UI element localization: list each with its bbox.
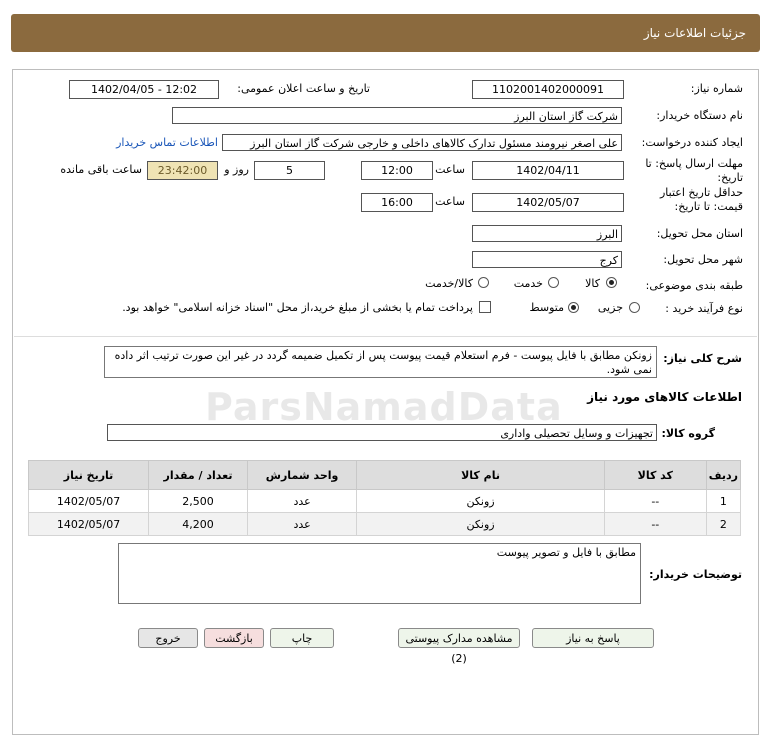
row-number: 2 — [706, 513, 740, 536]
process-label: نوع فرآیند خرید : — [665, 302, 743, 315]
buyer-org-field: شرکت گاز استان البرز — [172, 107, 622, 124]
province-label: استان محل تحویل: — [656, 227, 743, 240]
view-documents-button[interactable]: مشاهده مدارک پیوستی (2) — [398, 628, 520, 648]
requester-label: ایجاد کننده درخواست: — [641, 136, 743, 149]
items-table — [28, 460, 741, 536]
deadline-date-field: 1402/04/11 — [472, 161, 624, 180]
need-number-label: شماره نیاز: — [690, 82, 743, 95]
summary-field: زونکن مطابق با فایل پیوست - فرم استعلام قیمت پیوست پس از تکمیل ضمیمه گردد در غیر این صورت ترتیب اثر داده نمی شود. — [104, 346, 657, 378]
city-field: کرج — [472, 251, 622, 268]
announce-field: 1402/04/05 - 12:02 — [69, 80, 219, 99]
process-option-minor: جزیی — [597, 301, 623, 314]
summary-label: شرح کلی نیاز: — [663, 352, 742, 365]
goods-info-title: اطلاعات کالاهای مورد نیاز — [587, 390, 742, 404]
category-radio-goods[interactable] — [606, 277, 617, 288]
item-quantity: 2,500 — [149, 490, 248, 513]
process-option-medium: متوسط — [529, 301, 564, 314]
province-field: البرز — [472, 225, 622, 242]
deadline-label: مهلت ارسال پاسخ: تا تاریخ: — [645, 157, 743, 184]
announce-label: تاریخ و ساعت اعلان عمومی: — [237, 82, 370, 95]
remaining-time-field: 23:42:00 — [147, 161, 218, 180]
category-radio-service[interactable] — [548, 277, 559, 288]
validity-label: حداقل تاریخ اعتبار قیمت: تا تاریخ: — [659, 186, 743, 213]
treasury-text: پرداخت تمام یا بخشی از مبلغ خرید،از محل "اسناد خزانه اسلامی" خواهد بود. — [122, 301, 473, 314]
item-code: -- — [604, 490, 706, 513]
buyer-notes-field: مطابق با فایل و تصویر پیوست — [118, 543, 641, 604]
validity-time-field: 16:00 — [361, 193, 433, 212]
print-button[interactable]: چاپ — [270, 628, 334, 648]
item-unit: عدد — [247, 513, 356, 536]
col-date-header: تاریخ نیاز — [29, 461, 149, 490]
category-option-goods-service: کالا/خدمت — [425, 277, 473, 290]
goods-group-field: تجهیزات و وسایل تحصیلی واداری — [107, 424, 657, 441]
back-button[interactable]: بازگشت — [204, 628, 264, 648]
item-quantity: 4,200 — [149, 513, 248, 536]
table-header-row — [29, 461, 741, 490]
item-name: زونکن — [357, 490, 605, 513]
category-option-goods: کالا — [585, 277, 600, 290]
page-title: جزئیات اطلاعات نیاز — [643, 26, 746, 40]
category-label: طبقه بندی موضوعی: — [645, 279, 743, 292]
category-option-service: خدمت — [513, 277, 543, 290]
col-qty-header: تعداد / مقدار — [149, 461, 248, 490]
item-code: -- — [604, 513, 706, 536]
page-header — [11, 14, 760, 52]
table-row — [29, 490, 741, 513]
city-label: شهر محل تحویل: — [663, 253, 743, 266]
col-code-header: کد کالا — [604, 461, 706, 490]
divider — [14, 336, 757, 337]
table-row — [29, 513, 741, 536]
col-unit-header: واحد شمارش — [247, 461, 356, 490]
remaining-label: ساعت باقی مانده — [60, 163, 142, 176]
col-name-header: نام کالا — [357, 461, 605, 490]
requester-field: علی اصغر نیرومند مسئول تدارک کالاهای داخلی و خارجی شرکت گاز استان البرز — [222, 134, 622, 151]
process-radio-medium[interactable] — [568, 302, 579, 313]
buyer-org-label: نام دستگاه خریدار: — [656, 109, 743, 122]
days-label: روز و — [224, 163, 249, 176]
row-number: 1 — [706, 490, 740, 513]
item-unit: عدد — [247, 490, 356, 513]
exit-button[interactable]: خروج — [138, 628, 198, 648]
item-name: زونکن — [357, 513, 605, 536]
item-need-date: 1402/05/07 — [29, 490, 149, 513]
deadline-time-label: ساعت — [435, 163, 465, 176]
contact-buyer-link[interactable]: اطلاعات تماس خریدار — [116, 136, 218, 149]
item-need-date: 1402/05/07 — [29, 513, 149, 536]
reply-button[interactable]: پاسخ به نیاز — [532, 628, 654, 648]
validity-date-field: 1402/05/07 — [472, 193, 624, 212]
process-radio-minor[interactable] — [629, 302, 640, 313]
days-field: 5 — [254, 161, 325, 180]
treasury-checkbox[interactable] — [479, 301, 491, 313]
goods-group-label: گروه کالا: — [661, 427, 715, 440]
category-radio-goods-service[interactable] — [478, 277, 489, 288]
col-row-header: ردیف — [706, 461, 740, 490]
need-number-field: 1102001402000091 — [472, 80, 624, 99]
deadline-time-field: 12:00 — [361, 161, 433, 180]
validity-time-label: ساعت — [435, 195, 465, 208]
buyer-notes-label: توضیحات خریدار: — [649, 568, 742, 581]
